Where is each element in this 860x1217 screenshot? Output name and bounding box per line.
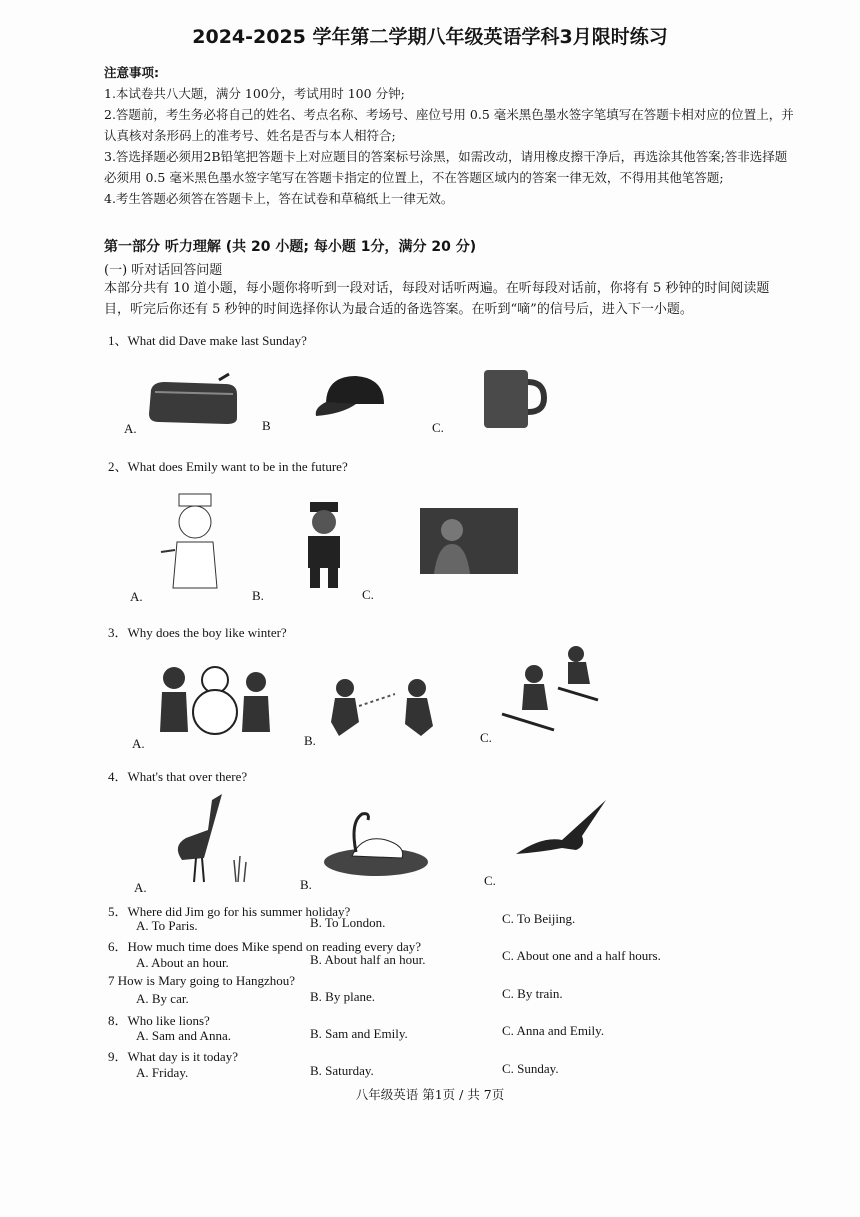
q5-option-b: B. To London. [310,915,386,930]
section-heading: 第一部分 听力理解 (共 20 小题; 每小题 1分，满分 20 分) [104,239,477,255]
q3-option-a: A. [132,736,145,751]
q9-option-b: B. Saturday. [310,1063,374,1078]
note-item-3: 3.答选择题必须用2B铅笔把答题卡上对应题目的答案标号涂黑，如需改动，请用橡皮擦干净后，再选涂其他答案;答非选择题必须用 0.5 毫米黑色墨水签字笔写在答题卡指定的位置上，不在答题区域内的答案一律无效，不得用其他笔答题; [104,149,788,185]
q7-option-b: B. By plane. [310,989,375,1004]
eagle-picture [512,796,608,860]
q9-option-a: A. Friday. [136,1065,189,1080]
question-2: 2、What does Emily want to be in the future? [108,459,348,474]
notes-block [104,62,794,209]
note-item-1: 1.本试卷共八大题，满分 100分，考试用时 100 分钟; [104,86,405,101]
q7-option-c: C. By train. [502,986,563,1001]
section-intro: 本部分共有 10 道小题，每小题你将听到一段对话，每段对话听两遍。在听每段对话前，你将有 5 秒钟的时间阅读题目，听完后你还有 5 秒钟的时间选择你认为最合适的备选答案。在听到“嘀”的信号后，进入下一小题。 [104,281,770,317]
swan-picture [322,806,430,878]
q6-option-b: B. About half an hour. [310,952,426,967]
q4-option-c: C. [484,873,496,888]
page-title: 2024-2025 学年第二学期八年级英语学科3月限时练习 [192,26,668,48]
q9-option-c: C. Sunday. [502,1061,559,1076]
question-3: 3．Why does the boy like winter? [108,625,287,640]
q8-option-a: A. Sam and Anna. [136,1028,231,1043]
nurse-picture [155,492,235,592]
q5-option-a: A. To Paris. [136,918,198,933]
subsection-heading: (一) 听对话回答问题 [104,263,223,278]
notes-heading: 注意事项: [104,65,159,80]
q6-option-a: A. About an hour. [136,955,229,970]
q1-option-b: B [262,418,271,433]
q4-option-b: B. [300,877,312,892]
pencil-case-picture [145,372,245,428]
note-item-4: 4.考生答题必须答在答题卡上，答在试卷和草稿纸上一律无效。 [104,191,454,206]
q7-option-a: A. By car. [136,991,189,1006]
question-8: 8．Who like lions? [108,1013,210,1028]
mug-picture [480,364,550,434]
snowball-fight-picture [325,676,441,740]
q6-option-c: C. About one and a half hours. [502,948,661,963]
q5-option-c: C. To Beijing. [502,911,576,926]
police-officer-picture [298,498,350,590]
q1-option-a: A. [124,421,137,436]
q8-option-c: C. Anna and Emily. [502,1023,605,1038]
skiing-picture [498,644,604,736]
cap-picture [312,372,396,422]
q4-option-a: A. [134,880,147,895]
crane-picture [160,790,256,886]
page-footer: 八年级英语 第1页 / 共 7页 [355,1087,505,1102]
q2-option-a: A. [130,589,143,604]
question-4: 4．What's that over there? [108,769,248,784]
q1-option-c: C. [432,420,444,435]
question-6: 6．How much time does Mike spend on reading every day? [108,939,422,954]
snowman-picture [158,652,272,738]
question-5: 5．Where did Jim go for his summer holiday? [108,904,351,919]
question-9: 9．What day is it today? [108,1049,238,1064]
teacher-picture [420,508,518,574]
q3-option-b: B. [304,733,316,748]
q3-option-c: C. [480,730,492,745]
question-7: 7 How is Mary going to Hangzhou? [108,973,296,988]
q8-option-b: B. Sam and Emily. [310,1026,408,1041]
q2-option-c: C. [362,587,374,602]
q2-option-b: B. [252,588,264,603]
note-item-2: 2.答题前，考生务必将自己的姓名、考点名称、考场号、座位号用 0.5 毫米黑色墨水签字笔填写在答题卡相对应的位置上，并认真核对条形码上的准考号、姓名是否与本人相符合; [104,107,794,143]
question-1: 1、What did Dave make last Sunday? [108,333,307,348]
